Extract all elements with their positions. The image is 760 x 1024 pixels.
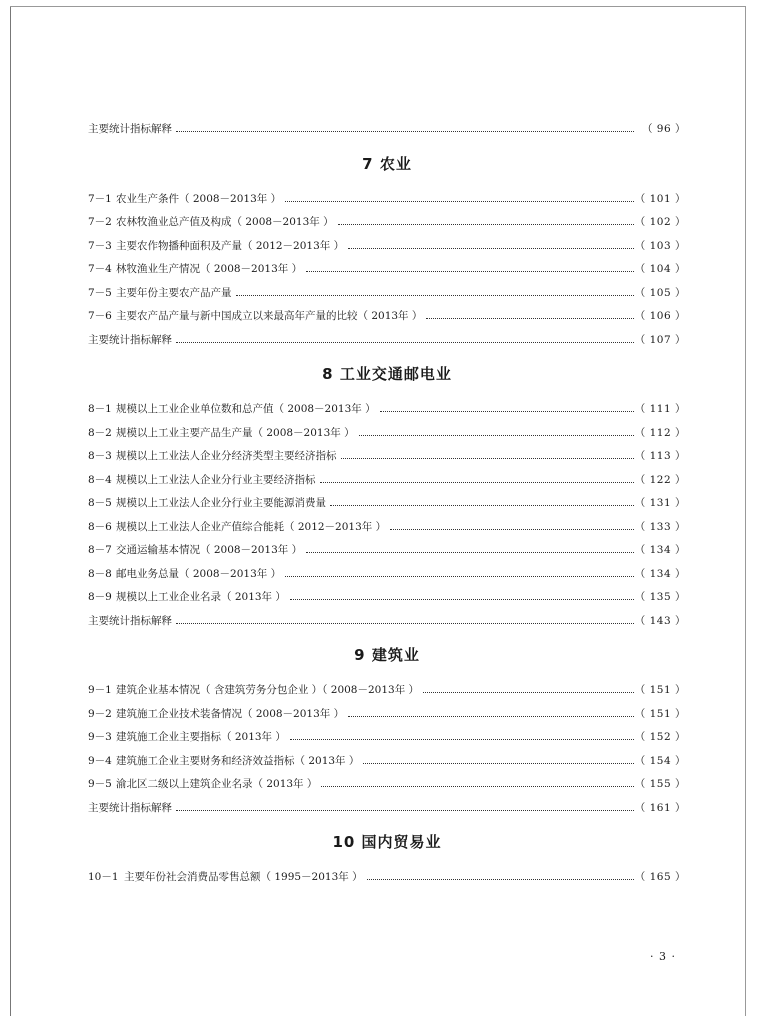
table-of-contents	[88, 118, 686, 890]
toc-entry-title: 主要农产品产量与新中国成立以来最高年产量的比较（ 2013年 ）	[116, 310, 423, 322]
dot-leader	[176, 131, 634, 132]
toc-entry-number: 9－2	[88, 707, 112, 720]
toc-entry-page: （ 133 ）	[634, 520, 686, 533]
dot-leader	[390, 529, 634, 530]
toc-entry[interactable]	[88, 235, 686, 259]
dot-leader	[321, 786, 634, 787]
toc-entry-page: （ 165 ）	[634, 871, 686, 883]
toc-entry-title: 主要统计指标解释	[88, 333, 172, 346]
toc-entry-page: （ 104 ）	[634, 263, 686, 275]
toc-entry-number: 8－9	[88, 591, 112, 603]
toc-entry-page: （ 107 ）	[634, 333, 686, 346]
toc-entry-number: 8－2	[88, 426, 112, 439]
toc-entry[interactable]	[88, 282, 686, 306]
toc-entry-page: （ 111 ）	[634, 403, 686, 415]
dot-leader	[320, 482, 635, 483]
toc-entry[interactable]	[88, 773, 686, 797]
toc-entry[interactable]	[88, 586, 686, 610]
toc-entry-number: 9－4	[88, 754, 112, 767]
dot-leader	[306, 271, 634, 272]
toc-entry-number: 7－1	[88, 192, 112, 205]
toc-entry[interactable]	[88, 492, 686, 516]
toc-entry[interactable]	[88, 610, 686, 634]
dot-leader	[290, 739, 634, 740]
page-border-right	[745, 6, 746, 1016]
toc-entry-title: 规模以上工业企业单位数和总产值（ 2008－2013年 ）	[116, 403, 376, 415]
toc-entry-page: （ 134 ）	[634, 544, 686, 556]
toc-entry-number: 8－8	[88, 567, 112, 580]
toc-entry[interactable]	[88, 445, 686, 469]
toc-entry-title: 农林牧渔业总产值及构成（ 2008－2013年 ）	[116, 216, 334, 228]
toc-entry-page: （ 155 ）	[634, 778, 686, 790]
dot-leader	[285, 201, 634, 202]
dot-leader	[367, 879, 634, 880]
toc-entry-page: （ 113 ）	[634, 450, 686, 462]
toc-entry-title: 规模以上工业法人企业分经济类型主要经济指标	[116, 450, 337, 462]
dot-leader	[426, 318, 634, 319]
toc-entry[interactable]	[88, 797, 686, 821]
toc-entry[interactable]	[88, 703, 686, 727]
toc-entry[interactable]	[88, 469, 686, 493]
toc-entry-title: 主要统计指标解释	[88, 614, 172, 627]
dot-leader	[306, 552, 634, 553]
toc-entry-page: （ 112 ）	[634, 426, 686, 439]
toc-entry-number: 7－3	[88, 239, 112, 252]
toc-entry-title: 规模以上工业法人企业分行业主要经济指标	[116, 473, 316, 486]
dot-leader	[363, 763, 634, 764]
toc-entry-number: 8－6	[88, 520, 112, 533]
toc-entry-title: 建筑施工企业主要财务和经济效益指标（ 2013年 ）	[116, 754, 360, 767]
toc-entry[interactable]	[88, 726, 686, 750]
dot-leader	[423, 692, 634, 693]
toc-entry[interactable]	[88, 305, 686, 329]
toc-entry-page: （ 152 ）	[634, 731, 686, 743]
toc-entry-number: 9－1	[88, 684, 112, 696]
toc-entry-title: 渝北区二级以上建筑企业名录（ 2013年 ）	[116, 778, 318, 790]
toc-entry-number: 7－6	[88, 310, 112, 322]
toc-entry[interactable]	[88, 866, 686, 890]
page-border-left	[10, 6, 11, 1016]
toc-entry-title: 规模以上工业法人企业产值综合能耗（ 2012－2013年 ）	[116, 520, 387, 533]
toc-entry[interactable]	[88, 679, 686, 703]
toc-entry-title: 建筑施工企业技术装备情况（ 2008－2013年 ）	[116, 707, 345, 720]
toc-entry-title: 建筑施工企业主要指标（ 2013年 ）	[116, 731, 286, 743]
toc-entry[interactable]	[88, 516, 686, 540]
toc-entry-number: 7－2	[88, 216, 112, 228]
toc-entry-page: （ 103 ）	[634, 239, 686, 252]
toc-entry[interactable]	[88, 258, 686, 282]
toc-entry[interactable]	[88, 563, 686, 587]
toc-entry-page: （ 131 ）	[634, 497, 686, 509]
dot-leader	[348, 248, 634, 249]
toc-entry-page: （ 154 ）	[634, 754, 686, 767]
toc-entry-number: 8－3	[88, 450, 112, 462]
toc-entry-title: 主要农作物播种面积及产量（ 2012－2013年 ）	[116, 239, 345, 252]
dot-leader	[359, 435, 634, 436]
dot-leader	[236, 295, 635, 296]
toc-entry-number: 8－1	[88, 403, 112, 415]
toc-entry-page: （ 101 ）	[634, 192, 686, 205]
toc-entry-page: （ 134 ）	[634, 567, 686, 580]
dot-leader	[330, 505, 634, 506]
page-number: · 3 ·	[650, 950, 676, 963]
toc-entry-page: （ 122 ）	[634, 473, 686, 486]
toc-entry-title: 规模以上工业主要产品生产量（ 2008－2013年 ）	[116, 426, 355, 439]
section-heading-domestic-trade: 10 国内贸易业	[332, 833, 442, 851]
page-border-top	[10, 6, 746, 7]
toc-entry-page: （ 105 ）	[634, 286, 686, 299]
dot-leader	[176, 342, 634, 343]
toc-entry-page: （ 106 ）	[634, 310, 686, 322]
dot-leader	[176, 623, 634, 624]
toc-entry[interactable]	[88, 211, 686, 235]
toc-entry-title: 邮电业务总量（ 2008－2013年 ）	[116, 567, 282, 580]
toc-entry-title: 规模以上工业企业名录（ 2013年 ）	[116, 591, 286, 603]
toc-entry-title: 主要统计指标解释	[88, 801, 172, 814]
toc-entry-title: 主要年份主要农产品产量	[116, 286, 232, 299]
toc-entry-number: 9－3	[88, 731, 112, 743]
dot-leader	[380, 411, 634, 412]
toc-entry-title: 农业生产条件（ 2008－2013年 ）	[116, 192, 282, 205]
toc-entry[interactable]	[88, 188, 686, 212]
section-heading-agriculture: 7 农业	[362, 154, 412, 173]
toc-entry-page: （ 161 ）	[634, 801, 686, 814]
toc-entry-title: 主要年份社会消费品零售总额（ 1995－2013年 ）	[124, 871, 363, 883]
dot-leader	[338, 224, 634, 225]
section-heading-industry: 8 工业交通邮电业	[322, 365, 452, 383]
toc-entry-title: 林牧渔业生产情况（ 2008－2013年 ）	[116, 263, 303, 275]
toc-entry-number: 8－4	[88, 473, 112, 486]
toc-entry-page: （ 135 ）	[634, 591, 686, 603]
toc-entry-title: 建筑企业基本情况（ 含建筑劳务分包企业 ）（ 2008－2013年 ）	[116, 684, 420, 696]
dot-leader	[290, 599, 634, 600]
toc-entry[interactable]	[88, 398, 686, 422]
toc-entry-title: 规模以上工业法人企业分行业主要能源消费量	[116, 497, 326, 509]
toc-entry-page: （ 96 ）	[641, 123, 686, 135]
toc-entry-page: （ 102 ）	[634, 216, 686, 228]
toc-entry-number: 9－5	[88, 778, 112, 790]
toc-entry-page: （ 151 ）	[634, 684, 686, 696]
toc-entry-number: 10－1	[88, 871, 119, 883]
toc-entry-page: （ 143 ）	[634, 614, 686, 627]
dot-leader	[348, 716, 634, 717]
toc-entry-page: （ 151 ）	[634, 707, 686, 720]
dot-leader	[176, 810, 634, 811]
toc-entry-number: 7－4	[88, 263, 112, 275]
toc-entry-title: 主要统计指标解释	[88, 123, 172, 135]
dot-leader	[341, 458, 635, 459]
toc-entry-number: 8－5	[88, 497, 112, 509]
section-heading-construction: 9 建筑业	[354, 646, 420, 664]
dot-leader	[285, 576, 634, 577]
toc-entry-number: 8－7	[88, 544, 112, 556]
toc-entry-title: 交通运输基本情况（ 2008－2013年 ）	[116, 544, 303, 556]
toc-entry[interactable]	[88, 118, 686, 142]
toc-entry-number: 7－5	[88, 286, 112, 299]
toc-entry[interactable]	[88, 329, 686, 353]
toc-entry[interactable]	[88, 422, 686, 446]
toc-entry[interactable]	[88, 539, 686, 563]
toc-entry[interactable]	[88, 750, 686, 774]
